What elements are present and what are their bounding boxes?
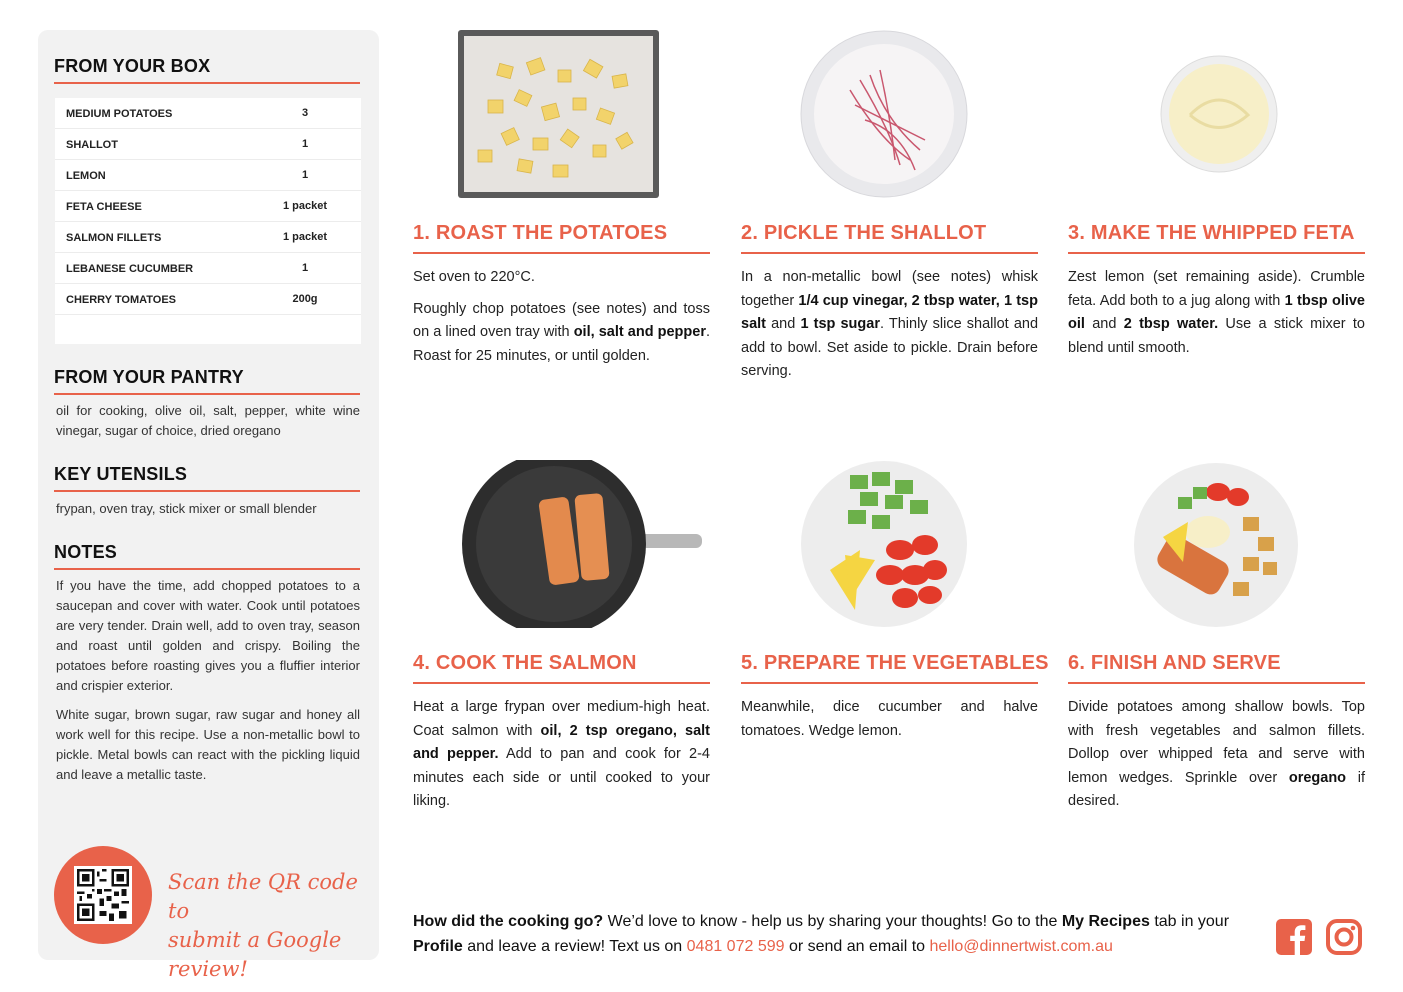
instruction-text: Use a stick mixer to blend until smooth. (1068, 316, 1366, 356)
ingredient-quantity: 1 (301, 138, 309, 150)
instagram-icon[interactable] (1325, 918, 1363, 956)
utensils-title: KEY UTENSILS (54, 464, 188, 484)
step-instructions (741, 696, 1038, 751)
instruction-text: if desired. (1068, 769, 1365, 809)
step-title: 3. MAKE THE WHIPPED FETA (1068, 222, 1355, 244)
notes-paragraph-2: White sugar, brown sugar, raw sugar and honey all work well for this recipe. Use a non-metallic bowl to pickle. Metal bowls can react with the pickling liquid and leave a metallic taste. (56, 707, 360, 782)
qr-caption (168, 868, 368, 984)
step-instructions (1068, 266, 1365, 368)
instruction-text: In a non-metallic bowl (see notes) whisk together (741, 269, 1038, 309)
ingredient-row (55, 160, 361, 191)
my-recipes-link[interactable]: My Recipes (1061, 913, 1150, 930)
divider (413, 252, 710, 254)
instruction-text: Meanwhile, dice cucumber and halve tomatoes. Wedge lemon. (741, 699, 1038, 739)
instruction-text: Roughly chop potatoes (see notes) and toss on a lined oven tray with (413, 300, 710, 340)
divider (741, 682, 1038, 684)
qr-caption-line-1: Scan the QR code to (168, 870, 358, 923)
step-instructions (741, 266, 1038, 392)
qr-badge[interactable] (54, 846, 152, 944)
ingredient-row (55, 284, 361, 315)
ingredient-name: FETA CHEESE (66, 201, 142, 213)
notes-title: NOTES (54, 542, 118, 562)
instruction-paragraph (741, 266, 1038, 384)
profile-link[interactable]: Profile (413, 938, 463, 955)
ingredient-row (55, 222, 361, 253)
emphasis-text: 1 tbsp olive oil (1068, 292, 1365, 332)
step-instructions (1068, 696, 1365, 822)
instruction-text: and (766, 316, 801, 332)
instruction-text: and (1084, 316, 1124, 332)
instruction-paragraph (1068, 696, 1365, 814)
step-title: 1. ROAST THE POTATOES (413, 222, 668, 244)
from-box-title: FROM YOUR BOX (54, 56, 211, 76)
instruction-paragraph (413, 266, 710, 290)
step-instructions (413, 696, 710, 822)
feedback-text: or send an email to (784, 938, 930, 955)
ingredient-name: MEDIUM POTATOES (66, 108, 173, 120)
divider (741, 252, 1038, 254)
instruction-paragraph (413, 696, 710, 814)
vegetables-photo (800, 460, 968, 628)
emphasis-text: 1/4 cup vinegar, 2 tbsp water, 1 tsp salt (741, 292, 1038, 332)
instruction-text: . Roast for 25 minutes, or until golden. (413, 324, 710, 364)
step-title: 2. PICKLE THE SHALLOT (741, 222, 987, 244)
ingredient-name: SALMON FILLETS (66, 232, 162, 244)
pantry-text: oil for cooking, olive oil, salt, pepper, white wine vinegar, sugar of choice, dried oregano (56, 403, 360, 438)
divider (54, 82, 360, 84)
feedback-question: How did the cooking go? (413, 913, 604, 930)
ingredient-quantity: 1 packet (282, 200, 328, 212)
utensils-text: frypan, oven tray, stick mixer or small blender (56, 501, 317, 516)
emphasis-text: 1 tsp sugar (800, 316, 880, 332)
instruction-text: Add to pan and cook for 2-4 minutes each side or until cooked to your liking. (413, 746, 710, 809)
step-title: 4. COOK THE SALMON (413, 652, 637, 674)
finished-dish-photo (1133, 462, 1299, 628)
feedback-text: and leave a review! Text us on (462, 938, 687, 955)
feedback-message (413, 909, 1263, 959)
qr-caption-line-2: submit a Google review! (168, 928, 342, 981)
facebook-icon[interactable] (1275, 918, 1313, 956)
qr-code-icon[interactable] (74, 866, 132, 924)
ingredient-quantity: 1 packet (282, 231, 328, 243)
step-title: 6. FINISH AND SERVE (1068, 652, 1281, 674)
ingredient-name: LEBANESE CUCUMBER (66, 263, 194, 275)
divider (413, 682, 710, 684)
instruction-text: Heat a large frypan over medium-high heat. Coat salmon with (413, 699, 710, 739)
pickled-shallot-photo (800, 30, 968, 198)
divider (54, 568, 360, 570)
divider (54, 490, 360, 492)
instruction-paragraph (741, 696, 1038, 743)
feedback-text: tab in your (1149, 913, 1230, 930)
divider (1068, 682, 1365, 684)
instruction-text: Set oven to 220°C. (413, 269, 535, 285)
instruction-paragraph (413, 298, 710, 369)
ingredient-row (55, 129, 361, 160)
ingredient-quantity: 1 (301, 262, 309, 274)
roast-potatoes-photo (458, 30, 659, 198)
instruction-text: Zest lemon (set remaining aside). Crumble feta. Add both to a jug along with (1068, 269, 1365, 309)
ingredient-name: CHERRY TOMATOES (66, 294, 177, 306)
ingredient-quantity: 3 (301, 107, 309, 119)
ingredient-quantity: 1 (301, 169, 309, 181)
ingredient-name: SHALLOT (66, 139, 118, 151)
emphasis-text: oregano (1288, 769, 1347, 786)
phone-link[interactable]: 0481 072 599 (686, 938, 785, 955)
emphasis-text: oil, salt and pepper (573, 324, 706, 340)
instruction-text: . Thinly slice shallot and add to bowl. Set aside to pickle. Drain before serving. (741, 316, 1039, 379)
instruction-paragraph (1068, 266, 1365, 360)
pantry-title: FROM YOUR PANTRY (54, 367, 244, 387)
sidebar (38, 30, 379, 981)
instruction-text: Divide potatoes among shallow bowls. Top with fresh vegetables and salmon fillets. Dollop over whipped feta and serve with lemon wedges. Sprinkle over (1068, 699, 1365, 786)
ingredient-name: LEMON (66, 170, 106, 182)
divider (1068, 252, 1365, 254)
email-link[interactable]: hello@dinnertwist.com.au (929, 938, 1113, 955)
ingredients-table (55, 98, 361, 344)
ingredient-quantity: 200g (292, 293, 318, 305)
whipped-feta-photo (1160, 55, 1278, 173)
notes-paragraph-1: If you have the time, add chopped potatoes to a saucepan and cover with water. Cook until potatoes are very tender. Drain well, add to oven tray, season and roast until golden and crispy. Boiling the potatoes before roasting gives you a fluffier interior and crispier exterior. (56, 578, 360, 693)
ingredient-row (55, 253, 361, 284)
emphasis-text: 2 tbsp water. (1123, 316, 1219, 332)
feedback-text: We’d love to know - help us by sharing your thoughts! Go to the (603, 913, 1062, 930)
cook-salmon-photo (462, 460, 702, 628)
divider (54, 393, 360, 395)
emphasis-text: oil, 2 tsp oregano, salt and pepper. (413, 722, 710, 762)
ingredient-row (55, 191, 361, 222)
step-title: 5. PREPARE THE VEGETABLES (741, 652, 1049, 674)
ingredient-row (55, 98, 361, 129)
step-instructions (413, 266, 710, 376)
